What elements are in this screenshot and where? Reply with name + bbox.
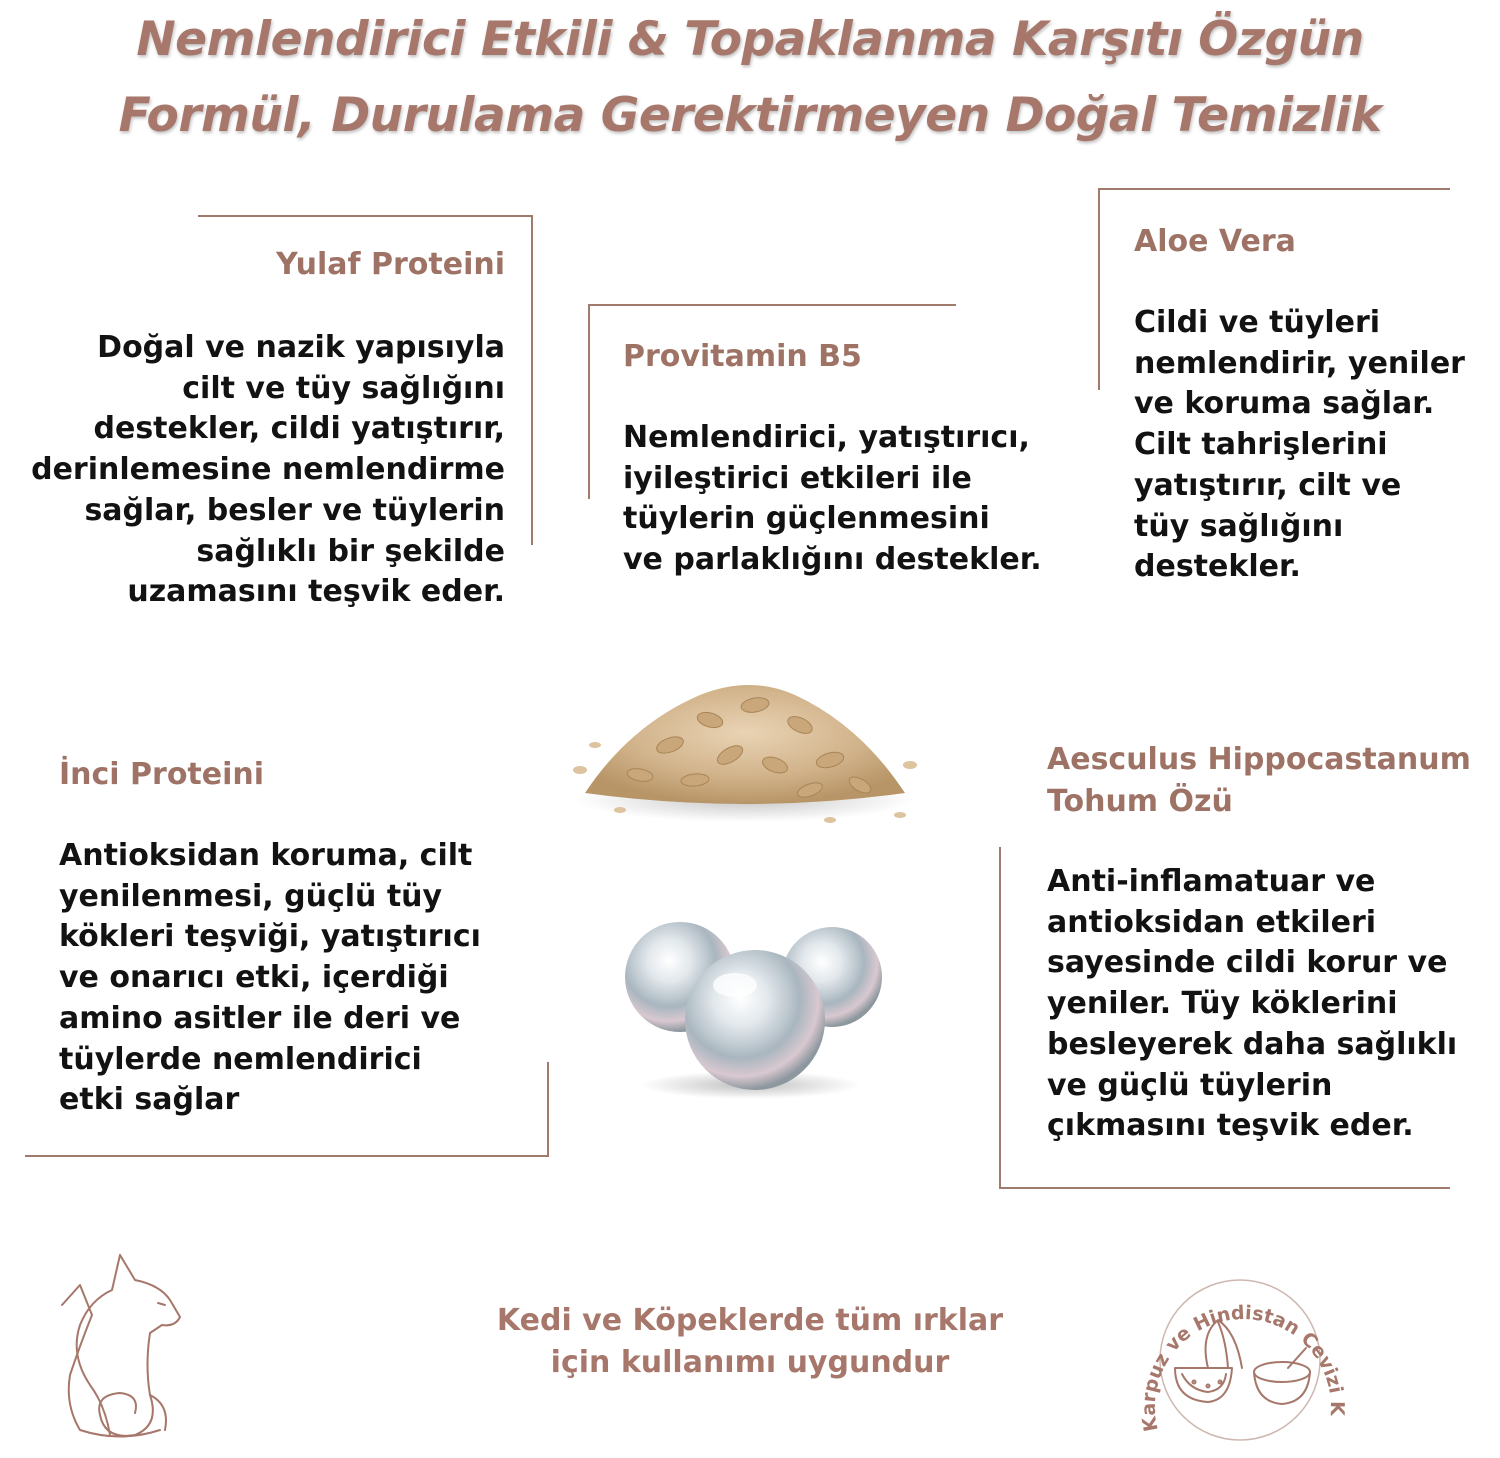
yulaf-line: cilt ve tüy sağlığını	[182, 370, 505, 406]
page-title	[0, 2, 1500, 154]
aesculus-line: ve güçlü tüylerin	[1047, 1067, 1333, 1103]
aesculus-line: antioksidan etkileri	[1047, 904, 1377, 940]
aloe-line: Cildi ve tüyleri	[1134, 305, 1381, 340]
inci-line: kökleri teşviği, yatıştırıcı	[59, 919, 481, 955]
aesculus-line: sayesinde cildi korur ve	[1047, 945, 1448, 981]
footer-line-2: için kullanımı uygundur	[550, 1345, 950, 1380]
yulaf-heading: Yulaf Proteini	[276, 247, 505, 282]
aesculus-line: yeniler. Tüy köklerini	[1047, 986, 1398, 1022]
inci-frame-right	[547, 1062, 549, 1157]
oat-flakes-image	[560, 665, 930, 835]
yulaf-line: uzamasını teşvik eder.	[127, 574, 505, 610]
aloe-line: nemlendirir, yeniler	[1134, 345, 1465, 381]
provitamin-frame-top	[588, 304, 956, 306]
aloe-line: Cilt tahrişlerini	[1134, 427, 1388, 463]
footer-line-1: Kedi ve Köpeklerde tüm ırklar	[496, 1303, 1004, 1338]
inci-line: yenilenmesi, güçlü tüy	[59, 878, 443, 914]
page-title-line-2: Formül, Durulama Gerektirmeyen Doğal Temizlik	[118, 88, 1382, 143]
yulaf-line: derinlemesine nemlendirme	[31, 452, 505, 488]
aesculus-line: besleyerek daha sağlıklı	[1047, 1026, 1458, 1062]
inci-frame-bottom	[25, 1155, 549, 1157]
provitamin-description	[623, 418, 1042, 581]
aesculus-frame-left	[999, 847, 1001, 1189]
aesculus-heading-line-2: Tohum Özü	[1047, 784, 1233, 819]
aloe-line: ve koruma sağlar.	[1134, 386, 1435, 422]
aloe-frame-top	[1098, 188, 1450, 190]
footer-note	[440, 1300, 1060, 1384]
inci-line: Antioksidan koruma, cilt	[59, 838, 473, 873]
aesculus-line: çıkmasını teşvik eder.	[1047, 1108, 1414, 1144]
provitamin-line: Nemlendirici, yatıştırıcı,	[623, 420, 1030, 455]
aloe-line: yatıştırır, cilt ve	[1134, 467, 1402, 503]
inci-line: ve onarıcı etki, içerdiği	[59, 960, 449, 996]
aloe-frame-left	[1098, 188, 1100, 390]
aesculus-description	[1047, 862, 1457, 1147]
yulaf-line: destekler, cildi yatıştırır,	[93, 411, 505, 447]
provitamin-frame-left	[588, 304, 590, 499]
cat-dog-line-icon	[50, 1245, 190, 1445]
yulaf-frame-top	[198, 215, 533, 217]
inci-line: etki sağlar	[59, 1082, 240, 1118]
aloe-line: tüy sağlığını	[1134, 508, 1344, 544]
scent-badge	[1130, 1240, 1350, 1450]
scent-badge-text-path: Karpuz ve Hindistan Cevizi K	[1137, 1301, 1349, 1434]
aesculus-line: Anti-inflamatuar ve	[1047, 864, 1376, 899]
yulaf-line: sağlar, besler ve tüylerin	[84, 492, 505, 528]
yulaf-line: sağlıklı bir şekilde	[196, 533, 505, 569]
pearls-image	[600, 905, 900, 1105]
inci-line: tüylerde nemlendirici	[59, 1041, 422, 1077]
inci-heading: İnci Proteini	[59, 757, 265, 792]
provitamin-line: ve parlaklığını destekler.	[623, 542, 1042, 578]
yulaf-description	[0, 328, 505, 613]
aesculus-heading	[1047, 739, 1471, 823]
yulaf-line: Doğal ve nazik yapısıyla	[97, 330, 505, 365]
provitamin-heading: Provitamin B5	[623, 339, 862, 374]
aloe-description	[1134, 303, 1465, 588]
aesculus-frame-bottom	[999, 1187, 1450, 1189]
aloe-line: destekler.	[1134, 549, 1301, 585]
inci-description	[59, 836, 481, 1121]
yulaf-frame-right	[531, 215, 533, 545]
provitamin-line: tüylerin güçlenmesini	[623, 501, 990, 537]
aloe-heading: Aloe Vera	[1134, 224, 1296, 259]
provitamin-line: iyileştirici etkileri ile	[623, 460, 972, 496]
page-title-line-1: Nemlendirici Etkili & Topaklanma Karşıtı Özgün	[136, 12, 1364, 67]
aesculus-heading-line-1: Aesculus Hippocastanum	[1047, 742, 1471, 777]
inci-line: amino asitler ile deri ve	[59, 1000, 461, 1036]
